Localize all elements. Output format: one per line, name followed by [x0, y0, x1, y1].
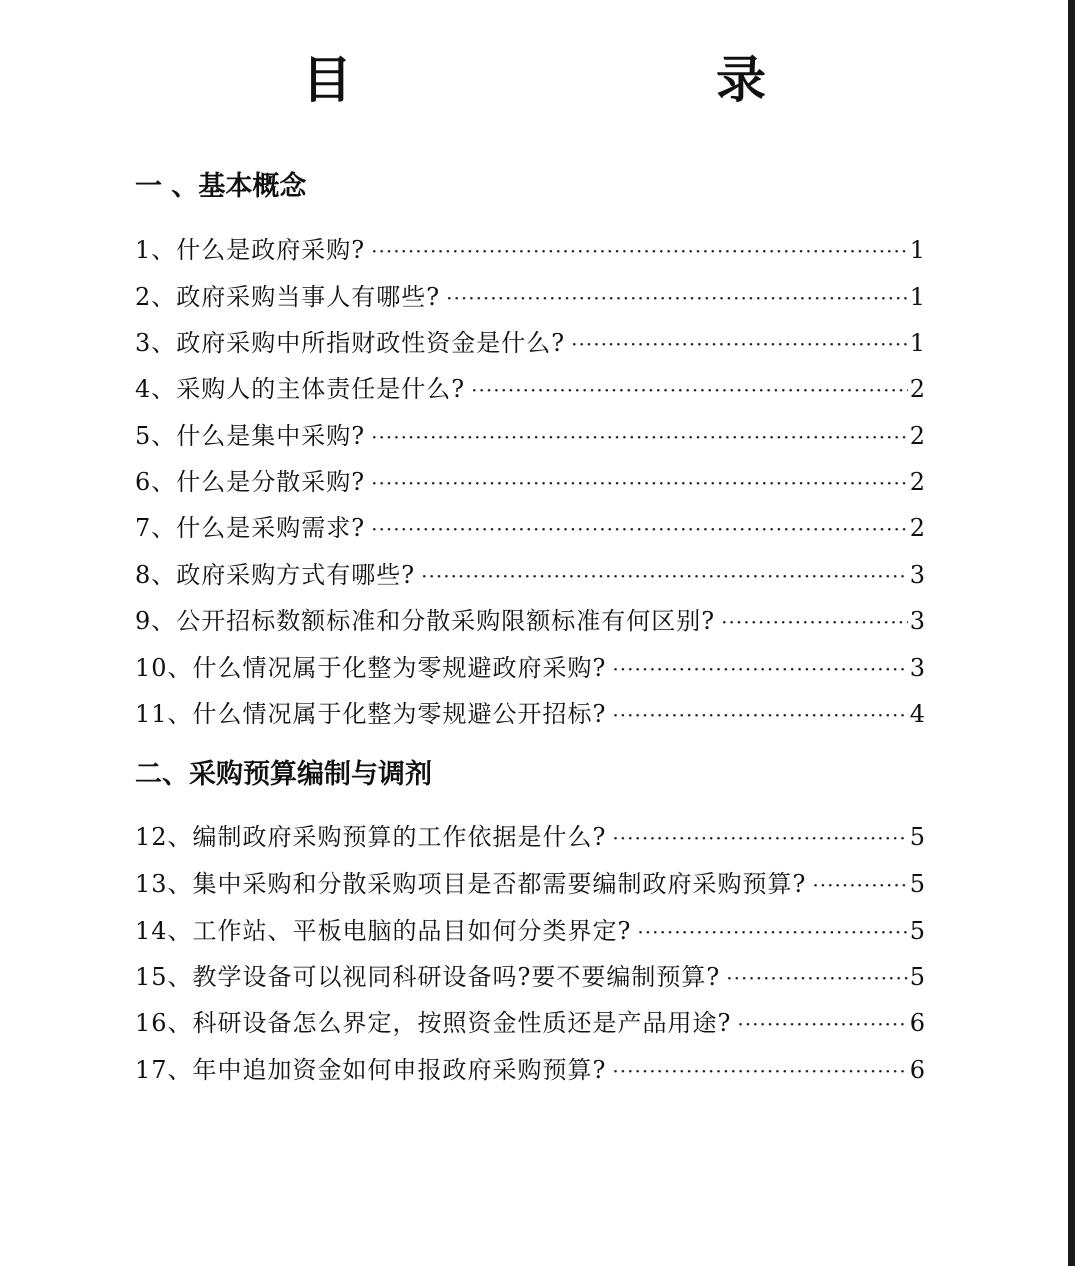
page-title: 目 录 — [302, 51, 854, 109]
toc-entry-title: 8、政府采购方式有哪些? — [135, 561, 416, 589]
toc-entry-title: 3、政府采购中所指财政性资金是什么? — [135, 329, 566, 357]
toc-entry-title: 2、政府采购当事人有哪些? — [135, 283, 441, 311]
toc-dot-leader — [612, 1053, 907, 1089]
toc-dot-leader — [471, 372, 908, 408]
toc-entry[interactable] — [135, 696, 925, 732]
toc-entry-title: 6、什么是分散采购? — [135, 468, 366, 496]
toc-entry[interactable] — [135, 371, 925, 407]
toc-entry-title: 10、什么情况属于化整为零规避政府采购? — [135, 654, 607, 682]
toc-page-number: 5 — [909, 870, 925, 898]
toc-dot-leader — [812, 867, 907, 903]
toc-entry[interactable] — [135, 603, 925, 639]
toc-dot-leader — [371, 233, 908, 269]
toc-page-number: 3 — [909, 561, 925, 589]
toc-entry-title: 13、集中采购和分散采购项目是否都需要编制政府采购预算? — [135, 870, 807, 898]
toc-entry[interactable] — [135, 557, 925, 593]
toc-entry[interactable] — [135, 650, 925, 686]
toc-page-number: 5 — [909, 963, 925, 991]
toc-page-number: 6 — [909, 1009, 925, 1037]
toc-entry[interactable] — [135, 418, 925, 454]
toc-dot-leader — [612, 697, 907, 733]
toc-entry-title: 15、教学设备可以视同科研设备吗?要不要编制预算? — [135, 963, 721, 991]
toc-dot-leader — [371, 511, 908, 547]
toc-entry-title: 11、什么情况属于化整为零规避公开招标? — [135, 700, 607, 728]
toc-page-number: 3 — [909, 654, 925, 682]
toc-page-number: 5 — [909, 917, 925, 945]
toc-entry-title: 7、什么是采购需求? — [135, 514, 366, 542]
toc-page-number: 1 — [909, 283, 925, 311]
toc-entry[interactable] — [135, 959, 925, 995]
toc-entry-title: 16、科研设备怎么界定，按照资金性质还是产品用途? — [135, 1009, 732, 1037]
toc-dot-leader — [421, 558, 908, 594]
toc-page-number: 2 — [909, 375, 925, 403]
toc-entry[interactable] — [135, 1052, 925, 1088]
toc-dot-leader — [721, 604, 908, 640]
toc-entry[interactable] — [135, 913, 925, 949]
toc-entry-title: 17、年中追加资金如何申报政府采购预算? — [135, 1056, 607, 1084]
toc-dot-leader — [637, 914, 907, 950]
toc-entry-title: 1、什么是政府采购? — [135, 236, 366, 264]
toc-entry[interactable] — [135, 232, 925, 268]
toc-page-number: 6 — [909, 1056, 925, 1084]
toc-dot-leader — [446, 280, 908, 316]
toc-entry[interactable] — [135, 464, 925, 500]
toc-entry-title: 14、工作站、平板电脑的品目如何分类界定? — [135, 917, 632, 945]
toc-entry[interactable] — [135, 510, 925, 546]
toc-entry[interactable] — [135, 279, 925, 315]
toc-entry-title: 4、采购人的主体责任是什么? — [135, 375, 466, 403]
toc-page-number: 4 — [909, 700, 925, 728]
toc-page-number: 3 — [909, 607, 925, 635]
toc-dot-leader — [371, 419, 908, 455]
toc-page-number: 2 — [909, 422, 925, 450]
toc-dot-leader — [726, 960, 907, 996]
toc-page-number: 2 — [909, 514, 925, 542]
section-heading-budget-preparation: 二、采购预算编制与调剂 — [135, 759, 432, 790]
toc-entry[interactable] — [135, 866, 925, 902]
toc-entry[interactable] — [135, 819, 925, 855]
toc-page-number: 1 — [909, 329, 925, 357]
toc-page-number: 1 — [909, 236, 925, 264]
toc-dot-leader — [371, 465, 908, 501]
toc-entry[interactable] — [135, 1005, 925, 1041]
page-edge-shadow — [1068, 0, 1075, 1266]
toc-dot-leader — [737, 1006, 907, 1042]
toc-dot-leader — [612, 820, 907, 856]
toc-dot-leader — [612, 651, 907, 687]
toc-entry-title: 9、公开招标数额标准和分散采购限额标准有何区别? — [135, 607, 716, 635]
toc-entry-title: 5、什么是集中采购? — [135, 422, 366, 450]
toc-dot-leader — [571, 326, 908, 362]
toc-entry[interactable] — [135, 325, 925, 361]
toc-entry-title: 12、编制政府采购预算的工作依据是什么? — [135, 823, 607, 851]
toc-page-number: 5 — [909, 823, 925, 851]
section-heading-basic-concepts: 一 、基本概念 — [135, 171, 307, 202]
toc-page-number: 2 — [909, 468, 925, 496]
